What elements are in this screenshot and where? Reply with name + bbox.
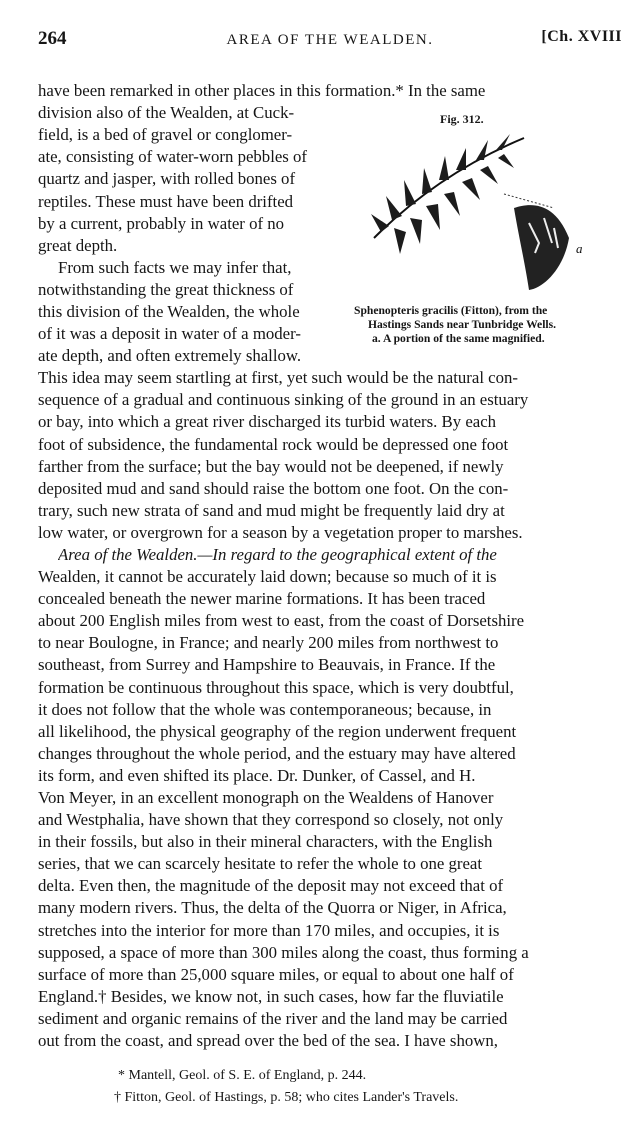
figure-label: Fig. 312. bbox=[440, 112, 484, 126]
caption-line-3: a. A portion of the same magnified. bbox=[372, 332, 545, 345]
footnote-2: † Fitton, Geol. of Hastings, p. 58; who cites Lander's Travels. bbox=[114, 1090, 459, 1105]
body-line-38: many modern rivers. Thus, the delta of the Quorra or Niger, in Africa, bbox=[38, 898, 507, 918]
body-line-35: in their fossils, but also in their mineral characters, with the English bbox=[38, 832, 493, 852]
body-line-21: low water, or overgrown for a season by a vegetation proper to marshes. bbox=[38, 522, 523, 542]
body-line-5: quartz and jasper, with rolled bones of bbox=[38, 169, 296, 189]
body-line-30: all likelihood, the physical geography of the region underwent frequent bbox=[38, 721, 517, 741]
running-title: AREA OF THE WEALDEN. bbox=[226, 32, 434, 48]
body-line-6: reptiles. These must have been drifted bbox=[38, 191, 294, 211]
body-line-32: its form, and even shifted its place. Dr. Dunker, of Cassel, and H. bbox=[38, 765, 476, 785]
body-line-19: deposited mud and sand should raise the bottom one foot. On the con- bbox=[38, 478, 509, 498]
body-line-39: stretches into the interior for more than 170 miles, and occupies, it is bbox=[38, 920, 500, 940]
body-line-12: of it was a deposit in water of a moder- bbox=[38, 324, 301, 343]
body-line-3: field, is a bed of gravel or conglomer- bbox=[38, 125, 293, 145]
body-line-10: notwithstanding the great thickness of bbox=[38, 279, 294, 299]
body-line-16: or bay, into which a great river discharged its turbid waters. By each bbox=[38, 412, 497, 432]
body-line-9: From such facts we may infer that, bbox=[58, 257, 292, 277]
body-line-23: Wealden, it cannot be accurately laid down; because so much of it is bbox=[38, 567, 497, 586]
body-line-4: ate, consisting of water-worn pebbles of bbox=[38, 147, 308, 167]
body-line-2: division also of the Wealden, at Cuck- bbox=[38, 103, 295, 123]
body-line-17: foot of subsidence, the fundamental rock would be depressed one foot bbox=[38, 434, 509, 454]
body-line-18: farther from the surface; but the bay would not be deepened, if newly bbox=[38, 456, 504, 476]
body-line-44: out from the coast, and spread over the bed of the sea. I have shown, bbox=[38, 1031, 498, 1050]
body-line-1: have been remarked in other places in this formation.* In the same bbox=[38, 81, 486, 100]
body-line-27: southeast, from Surrey and Hampshire to Beauvais, in France. If the bbox=[38, 655, 496, 675]
body-line-13: ate depth, and often extremely shallow. bbox=[38, 346, 302, 366]
body-line-7: by a current, probably in water of no bbox=[38, 213, 285, 233]
body-line-41: surface of more than 25,000 square miles, or equal to about one half of bbox=[38, 964, 514, 984]
body-line-29: it does not follow that the whole was contemporaneous; because, in bbox=[38, 699, 492, 719]
body-line-43: sediment and organic remains of the river and the land may be carried bbox=[38, 1008, 508, 1028]
body-line-31: changes throughout the whole period, and the estuary may have altered bbox=[38, 743, 516, 763]
body-line-40: supposed, a space of more than 300 miles along the coast, thus forming a bbox=[38, 942, 529, 962]
body-line-11: this division of the Wealden, the whole bbox=[38, 301, 300, 321]
body-line-26: to near Boulogne, in France; and nearly 200 miles from northwest to bbox=[38, 633, 499, 653]
fern-fossil-illustration bbox=[354, 128, 604, 298]
body-line-20: trary, such new strata of sand and mud might be frequently laid dry at bbox=[38, 500, 505, 520]
body-line-24: concealed beneath the newer marine formations. It has been traced bbox=[38, 589, 486, 609]
caption-line-2: Hastings Sands near Tunbridge Wells. bbox=[368, 318, 557, 331]
footnote-1: * Mantell, Geol. of S. E. of England, p. 244. bbox=[118, 1068, 367, 1083]
body-line-37: delta. Even then, the magnitude of the deposit may not exceed that of bbox=[38, 876, 504, 896]
figure-312 bbox=[350, 108, 606, 368]
body-line-33: Von Meyer, in an excellent monograph on the Wealdens of Hanover bbox=[38, 788, 494, 807]
body-line-36: series, that we can scarcely hesitate to refer the whole to one great bbox=[38, 854, 483, 874]
figure-callout-a: a bbox=[576, 241, 583, 256]
body-line-14: This idea may seem startling at first, yet such would be the natural con- bbox=[38, 368, 518, 388]
caption-line-1: Sphenopteris gracilis (Fitton), from the bbox=[354, 304, 548, 317]
body-line-8: great depth. bbox=[38, 235, 118, 255]
body-line-34: and Westphalia, have shown that they correspond so closely, not only bbox=[38, 810, 504, 830]
page-number: 264 bbox=[38, 28, 67, 49]
running-header bbox=[38, 28, 622, 54]
body-line-15: sequence of a gradual and continuous sinking of the ground in an estuary bbox=[38, 390, 529, 410]
body-line-22: Area of the Wealden.—In regard to the geographical extent of the bbox=[58, 545, 497, 564]
body-line-28: formation be continuous throughout this space, which is very doubtful, bbox=[38, 677, 514, 697]
chapter-label: [Ch. XVIII bbox=[541, 28, 622, 45]
body-line-42: England.† Besides, we know not, in such cases, how far the fluviatile bbox=[38, 986, 504, 1006]
body-line-25: about 200 English miles from west to east, from the coast of Dorsetshire bbox=[38, 611, 525, 631]
